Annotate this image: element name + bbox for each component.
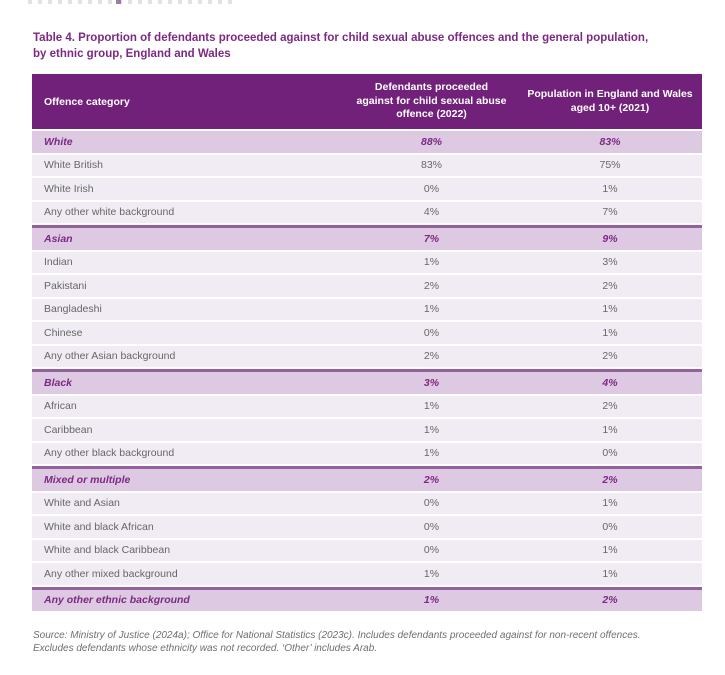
group-row [32,369,702,394]
table-title-line2: by ethnic group, England and Wales [33,48,231,60]
defendants-value-cell: 83% [420,159,442,172]
offence-category-cell: Bangladeshi [44,303,102,316]
table-row [32,493,702,515]
population-value-cell: 0% [602,520,618,533]
defendants-value-cell: 0% [423,182,440,195]
defendants-value-cell: 1% [423,447,440,460]
defendants-value-cell: 3% [423,376,440,389]
defendants-value-cell: 2% [423,350,440,363]
table-row [32,275,702,297]
offence-category-cell: African [44,400,77,413]
defendants-value-cell: 0% [423,497,440,510]
table-title [33,30,705,62]
offence-category-cell: Mixed or multiple [44,473,131,486]
offence-category-cell: Asian [44,232,73,245]
population-value-cell: 1% [602,326,618,339]
table-row [32,419,702,441]
offence-category-cell: White British [44,159,103,172]
population-value-cell: 1% [602,544,618,557]
table-row [32,540,702,562]
cropped-text-mark [116,0,121,4]
defendants-value-cell: 2% [423,279,440,292]
population-value-cell: 1% [602,497,618,510]
group-row [32,587,702,612]
defendants-value-cell: 1% [423,567,440,580]
group-row [32,225,702,250]
offence-category-cell: Indian [44,256,73,269]
table-row [32,563,702,585]
table-row [32,178,702,200]
column-header-defendants: Defendants proceeded against for child sexual abuse offence (2022) [356,81,507,121]
table-row [32,516,702,538]
source-note-line2: Excludes defendants whose ethnicity was not recorded. ‘Other’ includes Arab. [33,643,378,654]
table-row [32,252,702,274]
defendants-value-cell: 1% [423,256,440,269]
offence-category-cell: White Irish [44,182,94,195]
defendants-value-cell: 88% [420,135,442,148]
population-value-cell: 4% [602,376,618,389]
population-value-cell: 3% [602,256,618,269]
population-value-cell: 1% [602,303,618,316]
column-header-offence-category: Offence category [44,95,130,108]
population-value-cell: 1% [602,567,618,580]
offence-category-cell: Black [44,376,73,389]
table-header-row [32,74,702,129]
defendants-value-cell: 1% [423,400,440,413]
offence-category-cell: Any other white background [44,206,175,219]
table-row [32,322,702,344]
population-value-cell: 1% [602,182,618,195]
source-note-line1: Source: Ministry of Justice (2024a); Office for National Statistics (2023c). Includes defendants proceeded against for non-recent offences. [33,630,641,641]
population-value-cell: 2% [602,594,618,607]
table-row [32,202,702,224]
population-value-cell: 2% [602,473,618,486]
offence-category-cell: Chinese [44,326,83,339]
defendants-value-cell: 1% [423,303,440,316]
defendants-value-cell: 4% [423,206,440,219]
defendants-value-cell: 0% [423,326,440,339]
cropped-previous-text [28,0,236,4]
defendants-value-cell: 1% [423,423,440,436]
column-header-population: Population in England and Wales aged 10+ (2021) [527,88,693,114]
population-value-cell: 2% [602,350,618,363]
population-value-cell: 9% [602,232,618,245]
population-value-cell: 2% [602,400,618,413]
offence-category-cell: White [44,135,73,148]
ethnic-group-table [32,74,702,611]
population-value-cell: 83% [599,135,621,148]
population-value-cell: 1% [602,423,618,436]
group-row [32,131,702,153]
offence-category-cell: White and Asian [44,497,120,510]
population-value-cell: 7% [602,206,618,219]
offence-category-cell: Any other mixed background [44,567,178,580]
table-row [32,155,702,177]
defendants-value-cell: 2% [423,473,440,486]
offence-category-cell: White and black African [44,520,154,533]
population-value-cell: 0% [602,447,618,460]
table-row [32,346,702,368]
population-value-cell: 2% [602,279,618,292]
table-body [32,131,702,611]
offence-category-cell: Any other Asian background [44,350,176,363]
table-row [32,299,702,321]
defendants-value-cell: 7% [423,232,440,245]
offence-category-cell: Pakistani [44,279,87,292]
offence-category-cell: Any other black background [44,447,175,460]
table-title-line1: Table 4. Proportion of defendants proceeded against for child sexual abuse offences and the general population, [33,32,649,44]
offence-category-cell: Caribbean [44,423,93,436]
defendants-value-cell: 0% [423,544,440,557]
table-row [32,396,702,418]
defendants-value-cell: 0% [423,520,440,533]
offence-category-cell: Any other ethnic background [44,594,190,607]
offence-category-cell: White and black Caribbean [44,544,171,557]
source-note [33,629,713,655]
table-row [32,443,702,465]
defendants-value-cell: 1% [423,594,440,607]
group-row [32,466,702,491]
population-value-cell: 75% [599,159,621,172]
